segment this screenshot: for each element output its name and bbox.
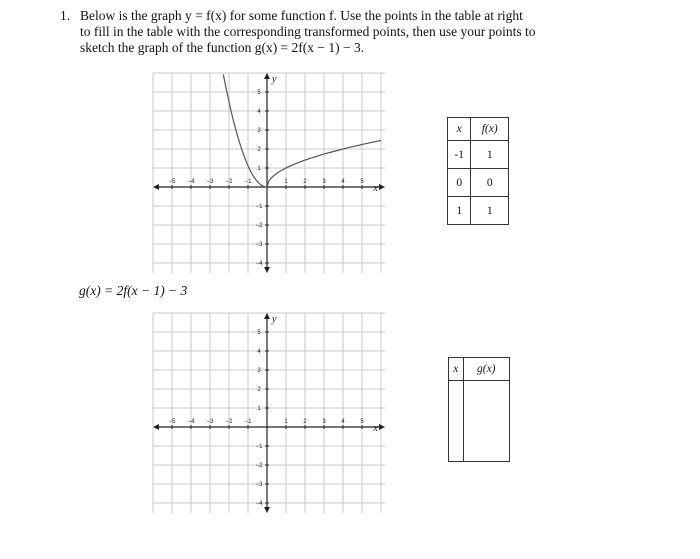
y-tick-label: −1 <box>255 444 263 450</box>
problem-line-1: Below is the graph y = f(x) for some function f. Use the points in the table at right <box>80 8 523 23</box>
y-axis-arrow-down <box>264 267 270 273</box>
y-tick-label: 5 <box>257 330 261 336</box>
x-tick-label: −3 <box>206 419 214 425</box>
y-axis-label: y <box>272 314 277 325</box>
y-tick-label: 3 <box>257 128 261 134</box>
table-f-cell: -1 <box>448 141 471 169</box>
table-f-cell: 1 <box>448 197 471 225</box>
table-row <box>448 141 509 169</box>
y-tick-label: −2 <box>255 463 263 469</box>
y-tick-label: 4 <box>257 349 261 355</box>
x-tick-label: 1 <box>284 179 288 185</box>
x-tick-label: −5 <box>168 419 176 425</box>
x-tick-label: 1 <box>284 419 288 425</box>
y-tick-label: −3 <box>255 482 263 488</box>
table-g <box>448 357 510 462</box>
problem-statement <box>60 8 620 56</box>
graph-f-svg <box>153 73 385 273</box>
y-tick-label: 4 <box>257 109 261 115</box>
table-f-header-row <box>448 118 509 141</box>
x-axis-label: x <box>373 423 378 434</box>
x-axis-label: x <box>373 183 378 194</box>
problem-text <box>80 8 620 56</box>
x-tick-label: −1 <box>244 179 252 185</box>
x-tick-label: 3 <box>322 179 326 185</box>
x-tick-label: −2 <box>225 419 233 425</box>
x-tick-label: −1 <box>244 419 252 425</box>
y-tick-label: 2 <box>257 147 261 153</box>
y-axis-arrow-up <box>264 73 270 79</box>
x-tick-label: −3 <box>206 179 214 185</box>
y-tick-label: 1 <box>257 166 261 172</box>
table-row <box>448 169 509 197</box>
table-g-empty-gx[interactable] <box>463 381 509 462</box>
table-f <box>447 117 509 225</box>
y-tick-label: −3 <box>255 242 263 248</box>
x-tick-label: 5 <box>360 419 364 425</box>
y-axis-label: y <box>272 74 277 85</box>
table-row <box>448 197 509 225</box>
y-tick-label: 3 <box>257 368 261 374</box>
x-axis-arrow-left <box>153 424 159 430</box>
table-g-empty-row[interactable] <box>449 381 510 462</box>
table-g-header-gx: g(x) <box>463 358 509 381</box>
x-tick-label: −2 <box>225 179 233 185</box>
problem-line-2: to fill in the table with the corresponding transformed points, then use your points to <box>80 24 536 39</box>
x-tick-label: 2 <box>303 419 307 425</box>
x-tick-label: 4 <box>341 179 345 185</box>
x-axis-arrow-right <box>379 184 385 190</box>
problem-line-3: sketch the graph of the function g(x) = 2f(x − 1) − 3. <box>80 40 365 55</box>
table-f-header-fx: f(x) <box>471 118 509 141</box>
x-tick-label: 4 <box>341 419 345 425</box>
y-tick-label: −4 <box>255 501 263 507</box>
x-tick-label: −5 <box>168 179 176 185</box>
table-f-cell: 1 <box>471 141 509 169</box>
table-f-cell: 0 <box>448 169 471 197</box>
y-tick-label: −4 <box>255 261 263 267</box>
y-axis-arrow-down <box>264 507 270 513</box>
y-axis-arrow-up <box>264 313 270 319</box>
x-tick-label: −4 <box>187 179 195 185</box>
x-tick-label: 3 <box>322 419 326 425</box>
y-tick-label: 1 <box>257 406 261 412</box>
x-axis-arrow-left <box>153 184 159 190</box>
table-g-header-x: x <box>449 358 464 381</box>
graph-g <box>153 313 385 513</box>
x-axis-arrow-right <box>379 424 385 430</box>
g-definition: g(x) = 2f(x − 1) − 3 <box>79 283 188 298</box>
x-tick-label: 5 <box>360 179 364 185</box>
y-tick-label: 2 <box>257 387 261 393</box>
table-f-header-x: x <box>448 118 471 141</box>
table-g-header-row <box>449 358 510 381</box>
table-f-cell: 1 <box>471 197 509 225</box>
x-tick-label: −4 <box>187 419 195 425</box>
problem-number: 1. <box>60 8 71 23</box>
y-tick-label: −2 <box>255 223 263 229</box>
table-g-empty-x[interactable] <box>449 381 464 462</box>
y-tick-label: −1 <box>255 204 263 210</box>
y-tick-label: 5 <box>257 90 261 96</box>
table-f-cell: 0 <box>471 169 509 197</box>
graph-f <box>153 73 385 273</box>
graph-g-svg <box>153 313 385 513</box>
x-tick-label: 2 <box>303 179 307 185</box>
